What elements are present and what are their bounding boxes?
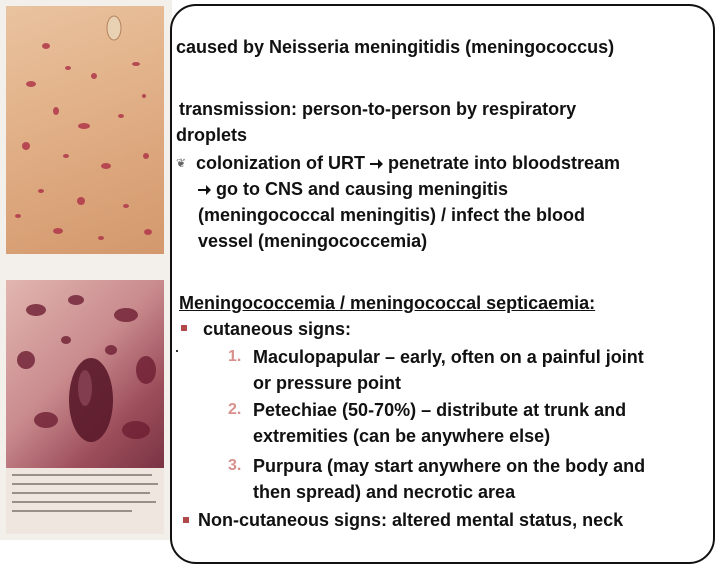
cutaneous-label: cutaneous signs: xyxy=(203,319,352,339)
cause-line: caused by Neisseria meningitidis (meningococcus) xyxy=(176,37,615,57)
colonization-line-3: (meningococcal meningitis) / infect the blood xyxy=(198,205,586,225)
fleuron-bullet-icon: ❦ xyxy=(176,156,187,170)
transmission-line-1: transmission: person-to-person by respiratory xyxy=(179,99,577,119)
right-arrow-icon xyxy=(198,184,211,196)
cns-text: go to CNS and causing meningitis xyxy=(216,179,509,199)
colonization-line-1 xyxy=(196,150,620,176)
cutaneous-item-3-line-1: Purpura (may start anywhere on the body and xyxy=(253,456,646,476)
purpura-image xyxy=(6,280,164,468)
item-number: 2. xyxy=(228,401,242,418)
right-arrow-icon xyxy=(370,158,383,170)
cutaneous-item-1-line-1: Maculopapular – early, often on a painful joint xyxy=(253,347,644,367)
square-bullet-icon xyxy=(183,517,189,523)
cutaneous-item-2-line-1: Petechiae (50-70%) – distribute at trunk and xyxy=(253,400,627,420)
rash-photo-bottom xyxy=(6,280,164,468)
colonization-line-4: vessel (meningococcemia) xyxy=(198,231,428,251)
cutaneous-item-3-line-2: then spread) and necrotic area xyxy=(253,482,516,502)
colonization-text: colonization of URT xyxy=(196,153,365,173)
colonization-line-2 xyxy=(198,176,508,202)
item-number: 3. xyxy=(228,457,242,474)
bloodstream-text: penetrate into bloodstream xyxy=(388,153,621,173)
rash-photo-top xyxy=(6,6,164,254)
noncutaneous-line: Non-cutaneous signs: altered mental status, neck xyxy=(198,510,624,530)
photo-panel xyxy=(0,0,172,540)
square-bullet-icon xyxy=(181,325,187,331)
photo-caption xyxy=(6,468,164,534)
meningococcemia-heading: Meningococcemia / meningococcal septicaemia: xyxy=(179,293,596,313)
skin-macules-image xyxy=(6,6,164,254)
item-number: 1. xyxy=(228,348,242,365)
cutaneous-item-2-line-2: extremities (can be anywhere else) xyxy=(253,426,551,446)
cutaneous-item-1-line-2: or pressure point xyxy=(253,373,402,393)
transmission-line-2: droplets xyxy=(176,125,248,145)
dot-mark xyxy=(176,350,178,352)
